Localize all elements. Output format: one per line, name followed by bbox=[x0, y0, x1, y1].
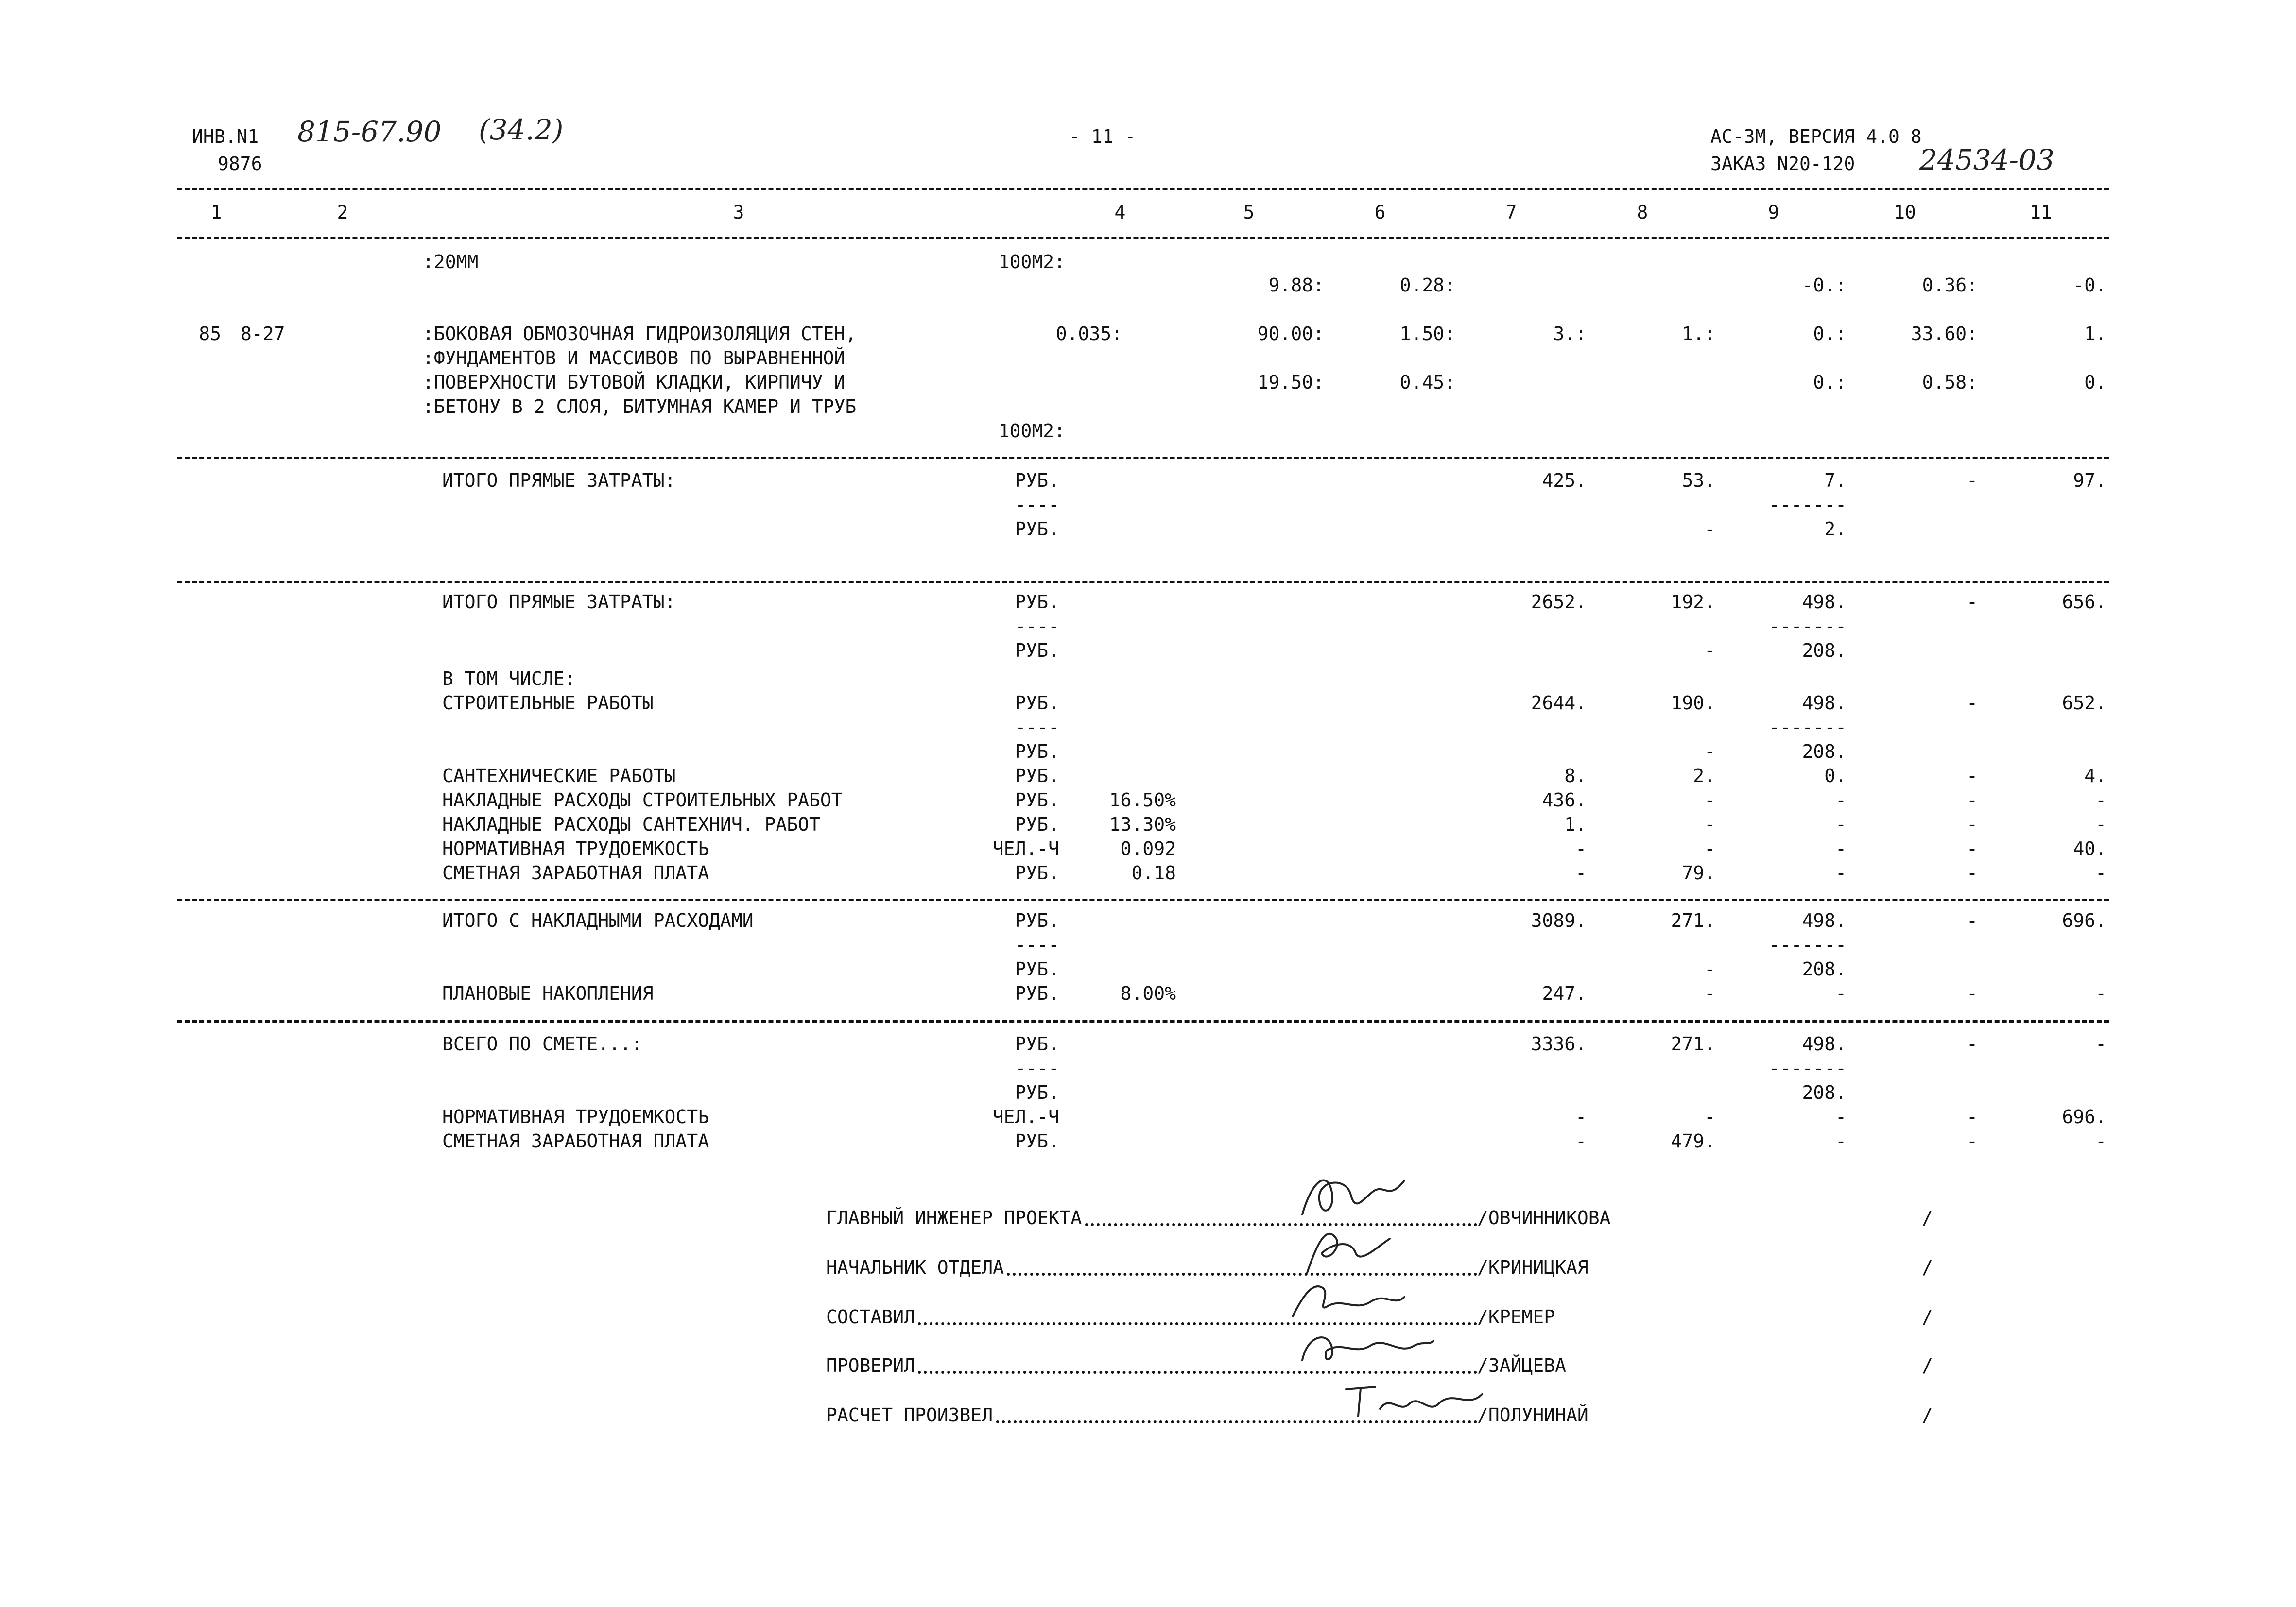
summary-cell-c10: - bbox=[1967, 470, 1978, 491]
summary-cell-c11: - bbox=[2095, 1033, 2106, 1055]
summary-unit-rule: ---- bbox=[1015, 615, 1059, 637]
item-cell-c11: 1. bbox=[2084, 323, 2106, 344]
rule-before-overhead bbox=[177, 899, 2109, 901]
item-cell-c11: -0. bbox=[2073, 274, 2106, 296]
summary-unit: РУБ. bbox=[1015, 591, 1059, 613]
item-unit: 100М2: bbox=[998, 251, 1065, 273]
summary-unit: РУБ. bbox=[1015, 741, 1059, 762]
summary-unit: РУБ. bbox=[1015, 1130, 1059, 1152]
summary-cell-c10: - bbox=[1967, 838, 1978, 859]
summary-label: СТРОИТЕЛЬНЫЕ РАБОТЫ bbox=[442, 692, 654, 714]
summary-rate: 0.092 bbox=[1120, 838, 1176, 859]
summary-label: СМЕТНАЯ ЗАРАБОТНАЯ ПЛАТА bbox=[442, 1130, 709, 1152]
summary-cell-c8: - bbox=[1704, 518, 1715, 540]
summary-unit: РУБ. bbox=[1015, 765, 1059, 786]
summary-cell-c11: 652. bbox=[2062, 692, 2106, 714]
item-number: 85 bbox=[199, 323, 221, 344]
summary-label: САНТЕХНИЧЕСКИЕ РАБОТЫ bbox=[442, 765, 676, 786]
signature-slash: / bbox=[1922, 1257, 1933, 1278]
column-header-11: 11 bbox=[2030, 202, 2052, 223]
item-description: :20ММ bbox=[423, 251, 479, 273]
signature-role: ГЛАВНЫЙ ИНЖЕНЕР ПРОЕКТА bbox=[826, 1207, 1082, 1229]
summary-rule-c9: ------- bbox=[1768, 494, 1847, 515]
summary-label: НАКЛАДНЫЕ РАСХОДЫ СТРОИТЕЛЬНЫХ РАБОТ bbox=[442, 789, 843, 811]
page-number: - 11 - bbox=[1069, 126, 1136, 147]
rule-header-bottom bbox=[177, 237, 2109, 239]
summary-unit-rule: ---- bbox=[1015, 717, 1059, 738]
summary-cell-c9: 208. bbox=[1802, 640, 1847, 661]
summary-cell-c7: - bbox=[1575, 1130, 1587, 1152]
item-cell-c11: 0. bbox=[2084, 372, 2106, 393]
signature-name: /ОВЧИННИКОВА bbox=[1477, 1207, 1611, 1229]
summary-cell-c8: - bbox=[1704, 789, 1715, 811]
summary-cell-c9: 0. bbox=[1824, 765, 1847, 786]
summary-unit: ЧЕЛ.-Ч bbox=[992, 1106, 1059, 1128]
item-cell-c6: 1.50: bbox=[1399, 323, 1455, 344]
summary-cell-c9: 498. bbox=[1802, 1033, 1847, 1055]
summary-cell-c8: - bbox=[1704, 814, 1715, 835]
summary-cell-c9: - bbox=[1835, 862, 1847, 884]
item-description: :ФУНДАМЕНТОВ И МАССИВОВ ПО ВЫРАВНЕННОЙ bbox=[423, 347, 846, 369]
item-description: :БОКОВАЯ ОБМОЗОЧНАЯ ГИДРОИЗОЛЯЦИЯ СТЕН, bbox=[423, 323, 857, 344]
order-label: ЗАКАЗ N20-120 bbox=[1710, 153, 1855, 174]
summary-cell-c7: 3089. bbox=[1531, 910, 1587, 931]
summary-unit: РУБ. bbox=[1015, 958, 1059, 980]
summary-cell-c8: - bbox=[1704, 838, 1715, 859]
column-header-3: 3 bbox=[733, 202, 744, 223]
summary-cell-c8: - bbox=[1704, 958, 1715, 980]
item-cell-c5: 19.50: bbox=[1257, 372, 1324, 393]
summary-cell-c10: - bbox=[1967, 910, 1978, 931]
item-code: 8-27 bbox=[241, 323, 285, 344]
summary-cell-c9: 498. bbox=[1802, 910, 1847, 931]
summary-cell-c7: 3336. bbox=[1531, 1033, 1587, 1055]
column-header-4: 4 bbox=[1114, 202, 1126, 223]
summary-cell-c8: 53. bbox=[1682, 470, 1715, 491]
summary-rate: 8.00% bbox=[1120, 983, 1176, 1004]
summary-label: ВСЕГО ПО СМЕТЕ...: bbox=[442, 1033, 642, 1055]
summary-cell-c8: - bbox=[1704, 1106, 1715, 1128]
summary-cell-c11: - bbox=[2095, 862, 2106, 884]
summary-cell-c10: - bbox=[1967, 692, 1978, 714]
summary-cell-c10: - bbox=[1967, 789, 1978, 811]
summary-rate: 13.30% bbox=[1109, 814, 1176, 835]
signature-slash: / bbox=[1922, 1404, 1933, 1426]
summary-unit-rule: ---- bbox=[1015, 1058, 1059, 1079]
summary-cell-c9: - bbox=[1835, 789, 1847, 811]
column-header-1: 1 bbox=[210, 202, 222, 223]
summary-unit: РУБ. bbox=[1015, 983, 1059, 1004]
summary-cell-c11: - bbox=[2095, 983, 2106, 1004]
summary-unit: РУБ. bbox=[1015, 1082, 1059, 1103]
column-header-7: 7 bbox=[1505, 202, 1517, 223]
summary-cell-c10: - bbox=[1967, 1130, 1978, 1152]
summary-unit: РУБ. bbox=[1015, 789, 1059, 811]
summary-cell-c11: 4. bbox=[2084, 765, 2106, 786]
signature-slash: / bbox=[1922, 1207, 1933, 1229]
summary-cell-c10: - bbox=[1967, 1106, 1978, 1128]
summary-cell-c9: 208. bbox=[1802, 741, 1847, 762]
summary-rule-c9: ------- bbox=[1768, 615, 1847, 637]
summary-label: СМЕТНАЯ ЗАРАБОТНАЯ ПЛАТА bbox=[442, 862, 709, 884]
summary-rule-c9: ------- bbox=[1768, 717, 1847, 738]
item-cell-c8: 1.: bbox=[1682, 323, 1715, 344]
summary-cell-c7: 1. bbox=[1564, 814, 1587, 835]
summary-cell-c8: - bbox=[1704, 983, 1715, 1004]
summary-cell-c9: 208. bbox=[1802, 958, 1847, 980]
summary-cell-c11: - bbox=[2095, 814, 2106, 835]
signature-leader bbox=[1085, 1223, 1477, 1226]
summary-unit: РУБ. bbox=[1015, 518, 1059, 540]
inventory-label: ИНВ.N1 bbox=[192, 126, 259, 147]
summary-cell-c7: 8. bbox=[1564, 765, 1587, 786]
inventory-subnumber: 9876 bbox=[218, 153, 262, 174]
signature-role: РАСЧЕТ ПРОИЗВЕЛ bbox=[826, 1404, 993, 1426]
summary-cell-c7: - bbox=[1575, 838, 1587, 859]
summary-cell-c9: - bbox=[1835, 838, 1847, 859]
summary-cell-c11: 656. bbox=[2062, 591, 2106, 613]
summary-cell-c11: 40. bbox=[2073, 838, 2106, 859]
summary-rate: 16.50% bbox=[1109, 789, 1176, 811]
column-header-5: 5 bbox=[1243, 202, 1255, 223]
summary-cell-c8: 271. bbox=[1671, 1033, 1715, 1055]
summary-cell-c8: 2. bbox=[1693, 765, 1715, 786]
item-cell-c4: 0.035: bbox=[1055, 323, 1122, 344]
summary-cell-c9: - bbox=[1835, 1130, 1847, 1152]
summary-cell-c9: - bbox=[1835, 983, 1847, 1004]
summary-cell-c7: - bbox=[1575, 862, 1587, 884]
summary-unit: РУБ. bbox=[1015, 910, 1059, 931]
rule-before-total bbox=[177, 1020, 2109, 1023]
signature-mark-4 bbox=[1293, 1321, 1438, 1375]
item-cell-c5: 9.88: bbox=[1268, 274, 1324, 296]
rule-section bbox=[177, 581, 2109, 583]
item-cell-c10: 0.58: bbox=[1922, 372, 1978, 393]
summary-rule-c9: ------- bbox=[1768, 1058, 1847, 1079]
signature-name: /КРЕМЕР bbox=[1477, 1306, 1555, 1328]
inventory-note-handwritten: (34.2) bbox=[479, 113, 564, 146]
summary-cell-c7: 2652. bbox=[1531, 591, 1587, 613]
summary-cell-c9: - bbox=[1835, 814, 1847, 835]
summary-unit: РУБ. bbox=[1015, 692, 1059, 714]
summary-label: В ТОМ ЧИСЛЕ: bbox=[442, 668, 576, 689]
item-unit: 100М2: bbox=[998, 420, 1065, 442]
summary-cell-c7: - bbox=[1575, 1106, 1587, 1128]
summary-rate: 0.18 bbox=[1131, 862, 1176, 884]
summary-cell-c7: 247. bbox=[1542, 983, 1587, 1004]
summary-cell-c10: - bbox=[1967, 765, 1978, 786]
item-cell-c6: 0.45: bbox=[1399, 372, 1455, 393]
column-header-10: 10 bbox=[1894, 202, 1916, 223]
program-version: АС-3М, ВЕРСИЯ 4.0 8 bbox=[1710, 126, 1922, 147]
summary-cell-c7: 2644. bbox=[1531, 692, 1587, 714]
summary-label: ИТОГО ПРЯМЫЕ ЗАТРАТЫ: bbox=[442, 470, 676, 491]
summary-cell-c7: 425. bbox=[1542, 470, 1587, 491]
summary-cell-c8: 479. bbox=[1671, 1130, 1715, 1152]
summary-unit: РУБ. bbox=[1015, 862, 1059, 884]
summary-cell-c10: - bbox=[1967, 814, 1978, 835]
item-description: :БЕТОНУ В 2 СЛОЯ, БИТУМНАЯ КАМЕР И ТРУБ bbox=[423, 396, 857, 417]
signature-slash: / bbox=[1922, 1355, 1933, 1376]
summary-cell-c11: 696. bbox=[2062, 910, 2106, 931]
item-cell-c10: 0.36: bbox=[1922, 274, 1978, 296]
summary-unit: РУБ. bbox=[1015, 1033, 1059, 1055]
rule-item-bottom bbox=[177, 457, 2109, 459]
summary-cell-c10: - bbox=[1967, 1033, 1978, 1055]
summary-unit: РУБ. bbox=[1015, 640, 1059, 661]
summary-label: ИТОГО С НАКЛАДНЫМИ РАСХОДАМИ bbox=[442, 910, 754, 931]
summary-cell-c11: - bbox=[2095, 789, 2106, 811]
item-cell-c9: 0.: bbox=[1813, 323, 1847, 344]
summary-cell-c11: 97. bbox=[2073, 470, 2106, 491]
item-cell-c9: -0.: bbox=[1802, 274, 1847, 296]
rule-top bbox=[177, 188, 2109, 190]
summary-label: НОРМАТИВНАЯ ТРУДОЕМКОСТЬ bbox=[442, 838, 709, 859]
summary-cell-c9: 498. bbox=[1802, 692, 1847, 714]
item-cell-c5: 90.00: bbox=[1257, 323, 1324, 344]
summary-cell-c8: 79. bbox=[1682, 862, 1715, 884]
summary-cell-c7: 436. bbox=[1542, 789, 1587, 811]
item-cell-c7: 3.: bbox=[1553, 323, 1587, 344]
signature-name: /ЗАЙЦЕВА bbox=[1477, 1355, 1567, 1376]
item-cell-c6: 0.28: bbox=[1399, 274, 1455, 296]
summary-cell-c9: - bbox=[1835, 1106, 1847, 1128]
summary-label: НАКЛАДНЫЕ РАСХОДЫ САНТЕХНИЧ. РАБОТ bbox=[442, 814, 820, 835]
signature-mark-3 bbox=[1283, 1268, 1409, 1326]
summary-cell-c10: - bbox=[1967, 591, 1978, 613]
summary-label: ПЛАНОВЫЕ НАКОПЛЕНИЯ bbox=[442, 983, 654, 1004]
item-cell-c9: 0.: bbox=[1813, 372, 1847, 393]
summary-rule-c9: ------- bbox=[1768, 934, 1847, 956]
summary-label: НОРМАТИВНАЯ ТРУДОЕМКОСТЬ bbox=[442, 1106, 709, 1128]
column-header-9: 9 bbox=[1768, 202, 1779, 223]
signature-name: /ПОЛУНИНАЙ bbox=[1477, 1404, 1588, 1426]
summary-unit: РУБ. bbox=[1015, 814, 1059, 835]
item-description: :ПОВЕРХНОСТИ БУТОВОЙ КЛАДКИ, КИРПИЧУ И bbox=[423, 372, 846, 393]
summary-cell-c11: - bbox=[2095, 1130, 2106, 1152]
summary-unit: ЧЕЛ.-Ч bbox=[992, 838, 1059, 859]
summary-cell-c8: 192. bbox=[1671, 591, 1715, 613]
summary-label: ИТОГО ПРЯМЫЕ ЗАТРАТЫ: bbox=[442, 591, 676, 613]
signature-name: /КРИНИЦКАЯ bbox=[1477, 1257, 1588, 1278]
summary-cell-c8: - bbox=[1704, 640, 1715, 661]
order-number-handwritten: 24534-03 bbox=[1919, 143, 2054, 176]
summary-unit-rule: ---- bbox=[1015, 494, 1059, 515]
summary-cell-c8: - bbox=[1704, 741, 1715, 762]
summary-cell-c11: 696. bbox=[2062, 1106, 2106, 1128]
signature-mark-5 bbox=[1336, 1370, 1492, 1423]
summary-cell-c10: - bbox=[1967, 983, 1978, 1004]
item-cell-c10: 33.60: bbox=[1911, 323, 1978, 344]
summary-unit: РУБ. bbox=[1015, 470, 1059, 491]
summary-unit-rule: ---- bbox=[1015, 934, 1059, 956]
column-header-8: 8 bbox=[1637, 202, 1648, 223]
signature-slash: / bbox=[1922, 1306, 1933, 1328]
summary-cell-c9: 2. bbox=[1824, 518, 1847, 540]
signature-role: ПРОВЕРИЛ bbox=[826, 1355, 915, 1376]
summary-cell-c9: 7. bbox=[1824, 470, 1847, 491]
column-header-6: 6 bbox=[1374, 202, 1386, 223]
summary-cell-c8: 271. bbox=[1671, 910, 1715, 931]
signature-role: СОСТАВИЛ bbox=[826, 1306, 915, 1328]
summary-cell-c9: 208. bbox=[1802, 1082, 1847, 1103]
signature-role: НАЧАЛЬНИК ОТДЕЛА bbox=[826, 1257, 1004, 1278]
inventory-number-handwritten: 815-67.90 bbox=[297, 115, 442, 148]
column-header-2: 2 bbox=[337, 202, 348, 223]
summary-cell-c8: 190. bbox=[1671, 692, 1715, 714]
summary-cell-c9: 498. bbox=[1802, 591, 1847, 613]
summary-cell-c10: - bbox=[1967, 862, 1978, 884]
